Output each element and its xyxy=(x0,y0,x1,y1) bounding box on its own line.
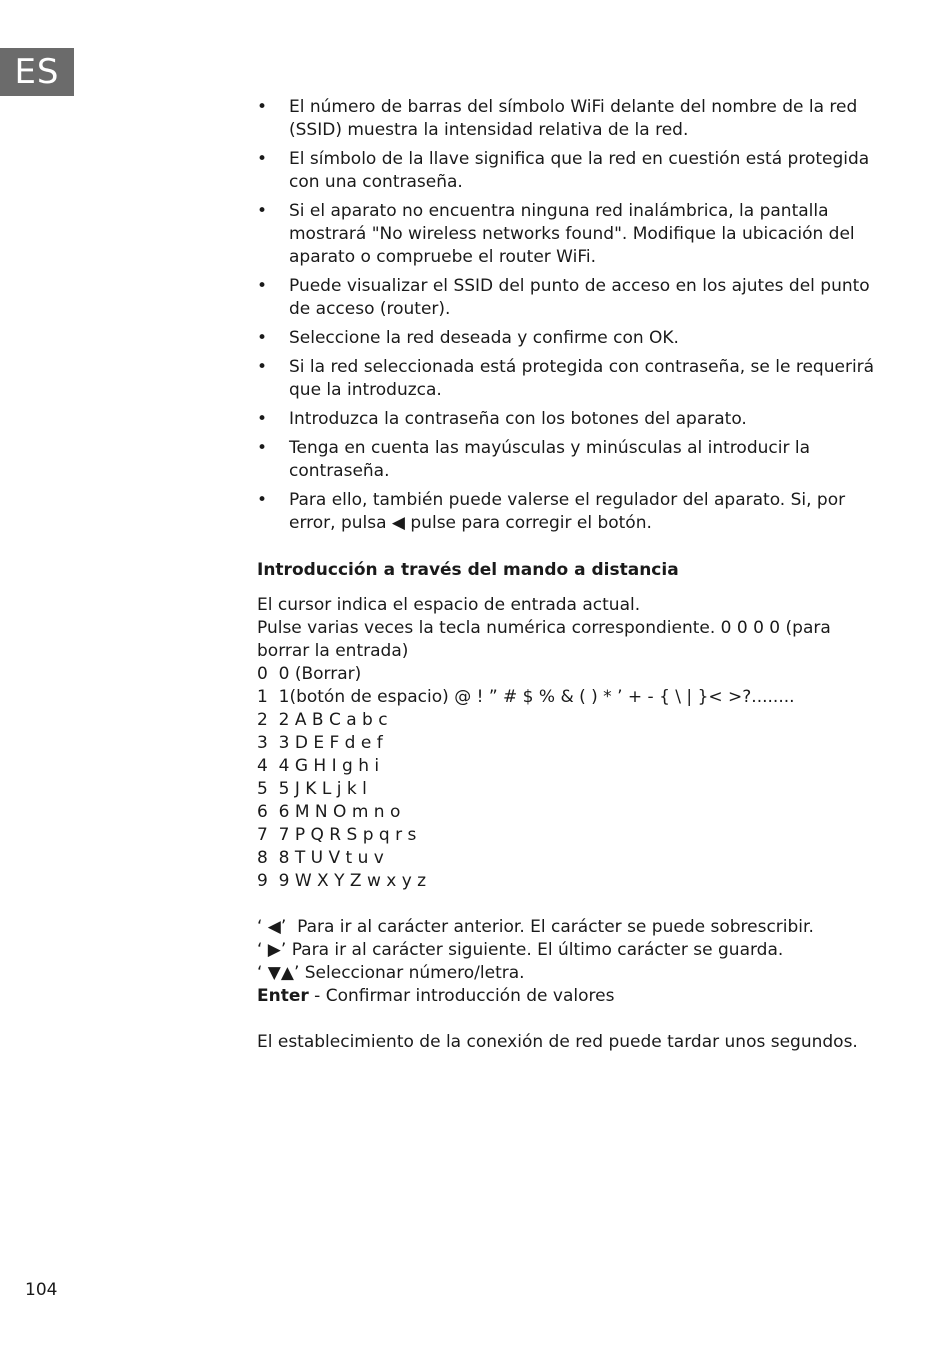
bullet-icon: • xyxy=(257,490,268,510)
bullet-icon: • xyxy=(257,276,268,296)
page-content xyxy=(257,96,877,1054)
section-heading: Introducción a través del mando a distancia xyxy=(257,560,679,580)
enter-row xyxy=(257,985,877,1008)
language-tab: ES xyxy=(0,48,74,96)
key-map-row: 4 4 G H I g h i xyxy=(257,756,380,776)
list-item: • El número de barras del símbolo WiFi delante del nombre de la red (SSID) muestra la intensidad relativa de la red. xyxy=(257,97,858,140)
bullet-icon: • xyxy=(257,328,268,348)
page-number: 104 xyxy=(25,1280,58,1300)
bullet-icon: • xyxy=(257,97,268,117)
closing-note: El establecimiento de la conexión de red puede tardar unos segundos. xyxy=(257,1032,858,1052)
bullet-icon: • xyxy=(257,438,268,458)
spacer xyxy=(257,893,877,916)
key-map-row: 9 9 W X Y Z w x y z xyxy=(257,871,427,891)
bullet-icon: • xyxy=(257,201,268,221)
list-item: • Puede visualizar el SSID del punto de acceso en los ajutes del punto de acceso (router). xyxy=(257,276,870,319)
list-item: • Si la red seleccionada está protegida con contraseña, se le requerirá que la introduzca. xyxy=(257,357,875,400)
enter-key-label: Enter xyxy=(257,986,309,1006)
list-item: • Para ello, también puede valerse el regulador del aparato. Si, por error, pulsa ◀ pulse para corregir el botón. xyxy=(257,490,846,533)
bullet-icon: • xyxy=(257,409,268,429)
list-item: • Introduzca la contraseña con los botones del aparato. xyxy=(257,409,747,429)
intro-line: Pulse varias veces la tecla numérica correspondiente. 0 0 0 0 (para borrar la entrada) xyxy=(257,618,831,661)
key-map-row: 1 1(botón de espacio) @ ! ” # $ % & ( ) * ’ + - { \ | }< >?........ xyxy=(257,687,795,707)
key-map-row: 7 7 P Q R S p q r s xyxy=(257,825,417,845)
key-map-row: 0 0 (Borrar) xyxy=(257,664,362,684)
key-map-row: 5 5 J K L j k l xyxy=(257,779,367,799)
key-map-row: 6 6 M N O m n o xyxy=(257,802,401,822)
intro-line: El cursor indica el espacio de entrada actual. xyxy=(257,595,641,615)
list-item: • Tenga en cuenta las mayúsculas y minúsculas al introducir la contraseña. xyxy=(257,438,810,481)
bullet-icon: • xyxy=(257,149,268,169)
bullet-icon: • xyxy=(257,357,268,377)
control-row: ‘ ▼▲’ Seleccionar número/letra. xyxy=(257,963,525,983)
enter-description: - Confirmar introducción de valores xyxy=(308,986,615,1006)
list-item: • Si el aparato no encuentra ninguna red inalámbrica, la pantalla mostrará "No wireless networks found". Modifique la ubicación del aparato o compruebe el router WiFi. xyxy=(257,201,855,267)
bullet-list xyxy=(257,96,877,535)
key-map-row: 8 8 T U V t u v xyxy=(257,848,384,868)
controls-list xyxy=(257,916,877,1008)
list-item: • El símbolo de la llave significa que la red en cuestión está protegida con una contraseña. xyxy=(257,149,870,192)
key-map-row: 3 3 D E F d e f xyxy=(257,733,383,753)
key-map-row: 2 2 A B C a b c xyxy=(257,710,388,730)
control-row: ‘ ▶’ Para ir al carácter siguiente. El último carácter se guarda. xyxy=(257,940,784,960)
control-row: ‘ ◀’ Para ir al carácter anterior. El carácter se puede sobrescribir. xyxy=(257,917,814,937)
spacer xyxy=(257,1008,877,1031)
key-map xyxy=(257,663,877,893)
list-item: • Seleccione la red deseada y confirme con OK. xyxy=(257,328,679,348)
